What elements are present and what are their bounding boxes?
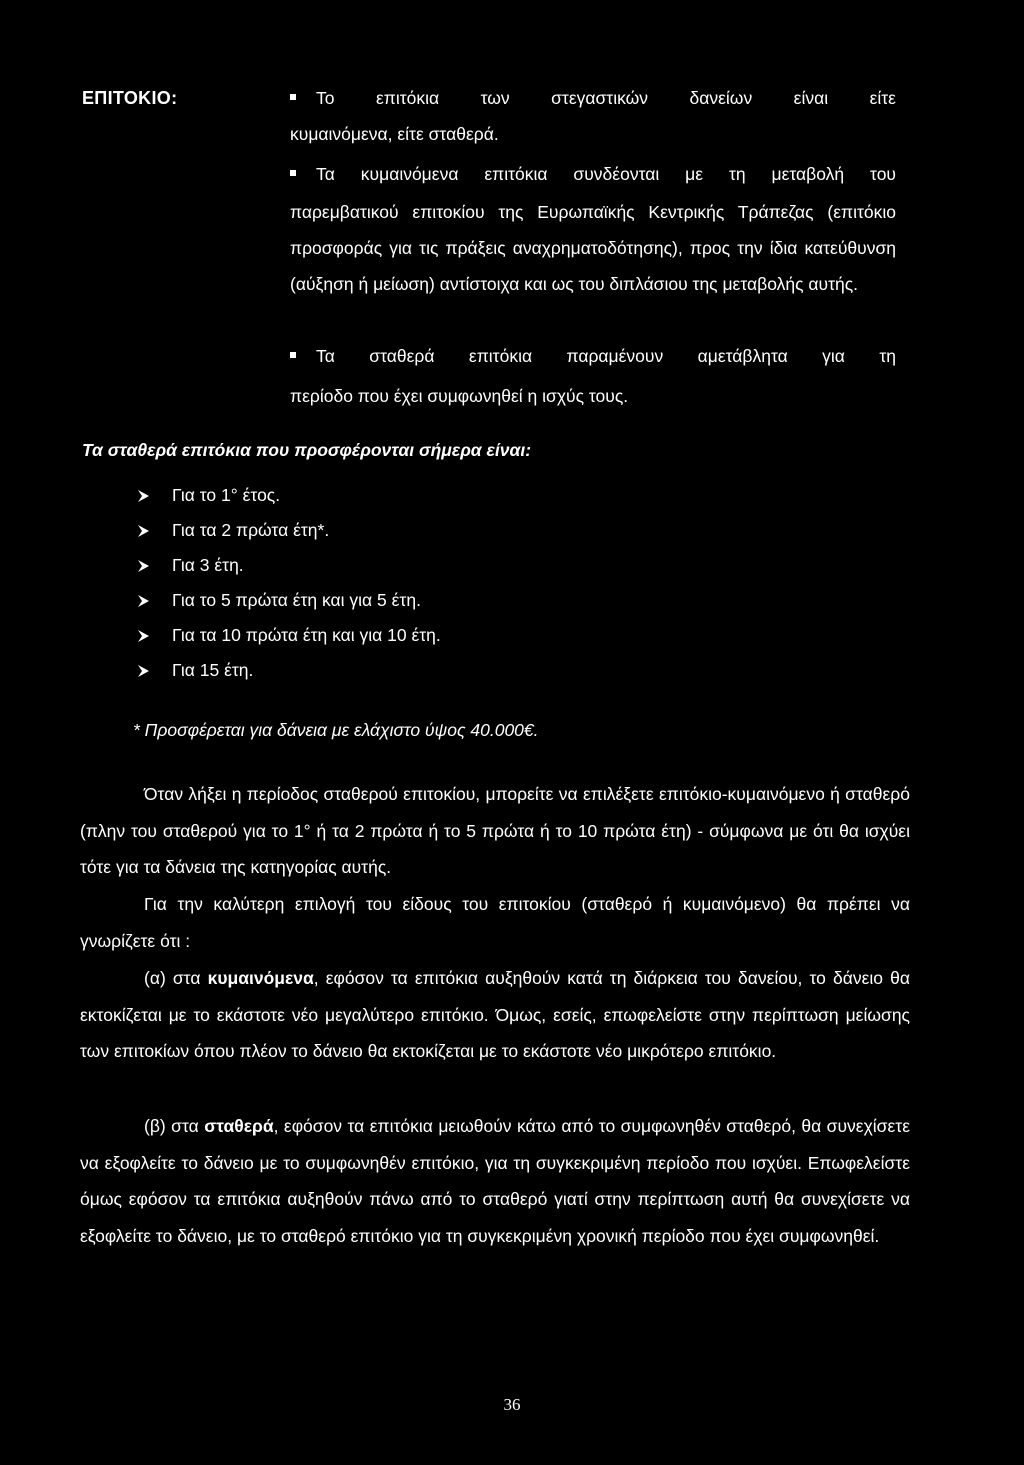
arrow-bullet-icon [138,560,149,572]
paragraph-1: Όταν λήξει η περίοδος σταθερού επιτοκίου, μπορείτε να επιλέξετε επιτόκιο-κυμαινόμενο ή σταθερό (πλην του σταθερού για το 1° ή τα 2 πρώτα ή το 5 πρώτα ή το 10 πρώτα έτη) - σύμφωνα με ότι θα ισχύει τότε για τα δάνεια της κατηγορίας αυτής. [80,784,910,877]
fixed-rates-list [138,478,441,688]
arrow-bullet-icon [138,630,149,642]
bullet-1-continuation: κυμαινόμενα, είτε σταθερά. [290,124,499,144]
bullet-2-continuation: παρεμβατικού επιτοκίου της Ευρωπαϊκής Κεντρικής Τράπεζας (επιτόκιο προσφοράς για τις πράξεις αναχρηματοδότησης), προς την ίδια κατεύθυνση (αύξηση ή μείωση) αντίστοιχα και ως του διπλάσιου της μεταβολής αυτής. [290,202,896,294]
arrow-bullet-icon [138,490,149,502]
square-bullet-icon [290,94,296,100]
bullet-1-first-line [290,80,896,116]
list-item: Για το 5 πρώτα έτη και για 5 έτη. [138,583,441,618]
list-item: Για τα 2 πρώτα έτη*. [138,513,441,548]
bullet-2-first-line [290,156,896,192]
square-bullet-icon [290,352,296,358]
page-number: 36 [503,1395,521,1414]
bullet-1-text: Το επιτόκια των στεγαστικών δανείων είναι είτε [316,88,896,108]
section-label: ΕΠΙΤΟΚΙΟ: [82,88,178,108]
paragraph-3: (α) στα κυμαινόμενα, εφόσον τα επιτόκια αυξηθούν κατά τη διάρκεια του δανείου, το δάνειο θα εκτοκίζεται με το εκάστοτε νέο μεγαλύτερο επιτόκιο. Όμως, εσείς, επωφελείστε στην περίπτωση μείωσης των επιτοκίων όπου πλέον το δάνειο θα εκτοκίζεται με το εκάστοτε νέο μικρότερο επιτόκιο. [80,968,910,1061]
square-bullet-icon [290,170,296,176]
bullet-2-text: Τα κυμαινόμενα επιτόκια συνδέονται με τη μεταβολή του [316,164,896,184]
list-item: Για 15 έτη. [138,653,441,688]
bold-term-fixed: σταθερά [204,1116,274,1136]
paragraph-4: (β) στα σταθερά, εφόσον τα επιτόκια μειωθούν κάτω από το συμφωνηθέν σταθερό, θα συνεχίσετε να εξοφλείτε το δάνειο με το συμφωνηθέν επιτόκιο, για τη συγκεκριμένη περίοδο που ισχύει. Επωφελείστε όμως εφόσον τα επιτόκια αυξηθούν πάνω από το σταθερό γιατί στην περίπτωση αυτή θα συνεχίσετε να εξοφλείτε το δάνειο, με το σταθερό επιτόκιο για τη συγκεκριμένη χρονική περίοδο που έχει συμφωνηθεί. [80,1116,910,1246]
bullet-3-text: Τα σταθερά επιτόκια παραμένουν αμετάβλητα για τη [316,346,896,366]
list-item: Για 3 έτη. [138,548,441,583]
footnote: * Προσφέρεται για δάνεια με ελάχιστο ύψος 40.000€. [133,720,539,740]
bullet-3-first-line [290,338,896,374]
arrow-bullet-icon [138,665,149,677]
paragraph-2: Για την καλύτερη επιλογή του είδους του επιτοκίου (σταθερό ή κυμαινόμενο) θα πρέπει να γνωρίζετε ότι : [80,894,910,951]
list-item: Για το 1° έτος. [138,478,441,513]
arrow-bullet-icon [138,595,149,607]
fixed-rates-heading: Τα σταθερά επιτόκια που προσφέρονται σήμερα είναι: [82,440,532,460]
arrow-bullet-icon [138,525,149,537]
list-item: Για τα 10 πρώτα έτη και για 10 έτη. [138,618,441,653]
bold-term-floating: κυμαινόμενα [207,968,314,988]
bullet-3-continuation: περίοδο που έχει συμφωνηθεί η ισχύς τους. [290,386,629,406]
